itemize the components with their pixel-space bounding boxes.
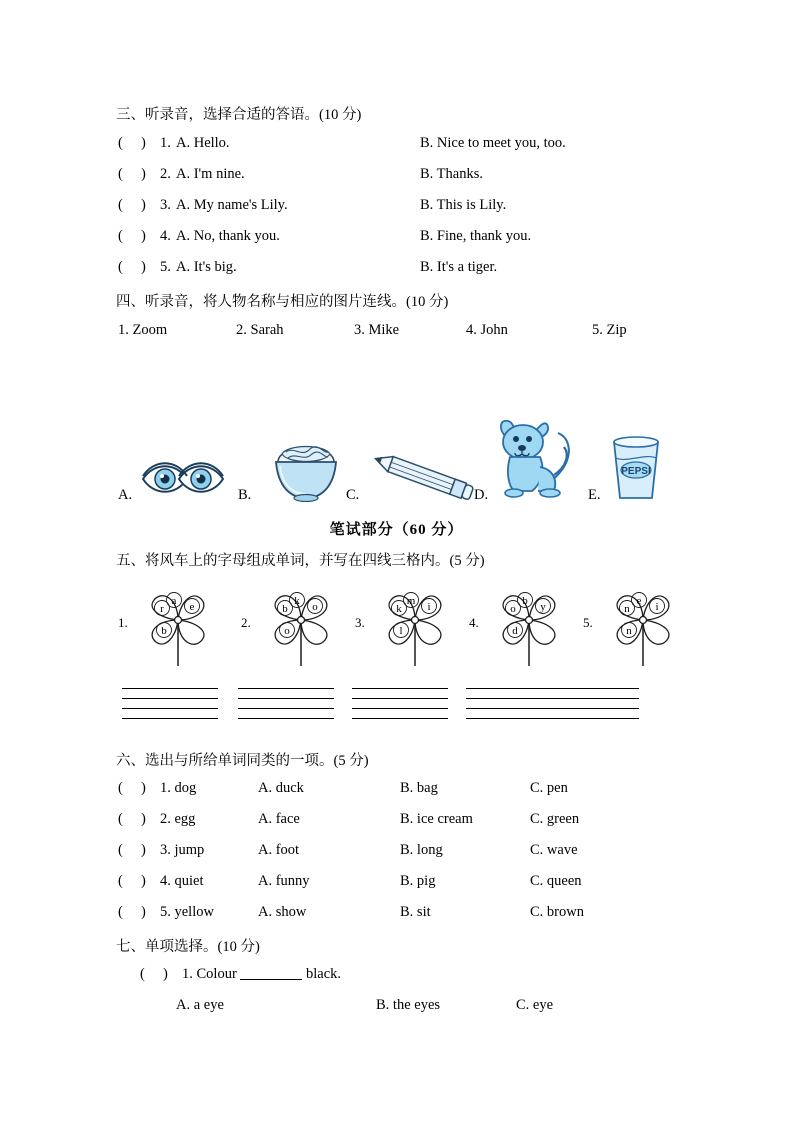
picture-label-e[interactable]: E. bbox=[588, 487, 601, 503]
eyes-icon bbox=[140, 455, 226, 503]
option-6-2-b[interactable]: B. ice cream bbox=[400, 811, 473, 827]
name-item-john[interactable]: 4. John bbox=[466, 322, 508, 338]
question-stem-before: Colour bbox=[196, 966, 241, 982]
answer-bracket[interactable]: ( ) bbox=[118, 842, 146, 858]
option-3-4-a[interactable]: A. No, thank you. bbox=[176, 228, 280, 244]
option-6-3-c[interactable]: C. wave bbox=[530, 842, 578, 858]
option-6-1-b[interactable]: B. bag bbox=[400, 780, 438, 796]
svg-text:n: n bbox=[624, 603, 630, 615]
option-3-3-a[interactable]: A. My name's Lily. bbox=[176, 197, 288, 213]
question-number: 4. bbox=[160, 228, 171, 244]
answer-bracket[interactable]: ( ) bbox=[118, 135, 146, 151]
question-6-5 bbox=[118, 904, 214, 921]
answer-bracket[interactable]: ( ) bbox=[118, 780, 146, 796]
picture-label-a[interactable]: A. bbox=[118, 487, 133, 503]
picture-label-c[interactable]: C. bbox=[346, 487, 360, 503]
option-3-5-a[interactable]: A. It's big. bbox=[176, 259, 237, 275]
svg-text:l: l bbox=[399, 625, 403, 637]
option-6-4-c[interactable]: C. queen bbox=[530, 873, 582, 889]
answer-bracket[interactable]: ( ) bbox=[118, 197, 146, 213]
cup-icon bbox=[606, 436, 666, 502]
wheel-number-2: 2. bbox=[241, 615, 251, 630]
option-6-4-b[interactable]: B. pig bbox=[400, 873, 436, 889]
svg-text:k: k bbox=[294, 595, 300, 607]
question-number: 1. bbox=[182, 966, 193, 982]
option-6-3-b[interactable]: B. long bbox=[400, 842, 443, 858]
option-3-1-a[interactable]: A. Hello. bbox=[176, 135, 230, 151]
noodles-bowl-icon bbox=[266, 440, 346, 502]
question-number: 1. bbox=[160, 135, 171, 151]
option-7-1-a[interactable]: A. a eye bbox=[176, 997, 224, 1013]
svg-text:i: i bbox=[427, 601, 431, 613]
name-item-zip[interactable]: 5. Zip bbox=[592, 322, 627, 338]
svg-text:b: b bbox=[161, 625, 167, 637]
question-number: 3. bbox=[160, 842, 171, 858]
picture-label-b[interactable]: B. bbox=[238, 487, 252, 503]
svg-text:e: e bbox=[189, 601, 195, 613]
option-7-1-b[interactable]: B. the eyes bbox=[376, 997, 441, 1013]
option-6-5-a[interactable]: A. show bbox=[258, 904, 307, 920]
svg-text:o: o bbox=[284, 625, 290, 637]
pinwheel-4 bbox=[485, 578, 573, 668]
question-6-1 bbox=[118, 780, 196, 797]
svg-text:i: i bbox=[655, 601, 659, 613]
question-3-2 bbox=[118, 166, 171, 183]
name-item-sarah[interactable]: 2. Sarah bbox=[236, 322, 284, 338]
option-6-1-c[interactable]: C. pen bbox=[530, 780, 568, 796]
section-4-heading: 四、听录音，将人物名称与相应的图片连线。(10 分) bbox=[116, 294, 449, 310]
option-6-5-c[interactable]: C. brown bbox=[530, 904, 584, 920]
section-3-heading: 三、听录音，选择合适的答语。(10 分) bbox=[116, 107, 362, 123]
wheel-number-4: 4. bbox=[469, 615, 479, 630]
answer-blank[interactable] bbox=[240, 966, 302, 980]
question-3-3 bbox=[118, 197, 171, 214]
option-3-4-b[interactable]: B. Fine, thank you. bbox=[420, 228, 532, 244]
pinwheel-1 bbox=[134, 578, 222, 668]
option-6-4-a[interactable]: A. funny bbox=[258, 873, 310, 889]
answer-bracket[interactable]: ( ) bbox=[140, 966, 168, 982]
question-word: quiet bbox=[174, 873, 204, 889]
answer-bracket[interactable]: ( ) bbox=[118, 811, 146, 827]
option-6-2-a[interactable]: A. face bbox=[258, 811, 300, 827]
writing-grid-1[interactable] bbox=[122, 688, 218, 720]
svg-text:e: e bbox=[636, 595, 642, 607]
question-word: dog bbox=[174, 780, 197, 796]
question-number: 2. bbox=[160, 811, 171, 827]
question-number: 3. bbox=[160, 197, 171, 213]
question-7-1 bbox=[140, 966, 341, 983]
svg-text:k: k bbox=[396, 603, 402, 615]
question-3-4 bbox=[118, 228, 171, 245]
question-6-4 bbox=[118, 873, 204, 890]
svg-text:y: y bbox=[540, 601, 546, 613]
question-word: egg bbox=[174, 811, 196, 827]
question-6-2 bbox=[118, 811, 195, 828]
option-6-2-c[interactable]: C. green bbox=[530, 811, 580, 827]
writing-grid-5[interactable] bbox=[543, 688, 639, 720]
wheel-number-5: 5. bbox=[583, 615, 593, 630]
svg-text:r: r bbox=[160, 603, 164, 615]
answer-bracket[interactable]: ( ) bbox=[118, 166, 146, 182]
option-3-5-b[interactable]: B. It's a tiger. bbox=[420, 259, 498, 275]
svg-text:b: b bbox=[522, 595, 528, 607]
question-number: 1. bbox=[160, 780, 171, 796]
section-6-heading: 六、选出与所给单词同类的一项。(5 分) bbox=[116, 753, 369, 769]
option-3-2-b[interactable]: B. Thanks. bbox=[420, 166, 483, 182]
pinwheel-3 bbox=[371, 578, 459, 668]
written-part-title: 笔试部分（60 分） bbox=[329, 522, 464, 538]
question-stem-after: black. bbox=[302, 966, 342, 982]
option-3-2-a[interactable]: A. I'm nine. bbox=[176, 166, 245, 182]
question-number: 2. bbox=[160, 166, 171, 182]
question-6-3 bbox=[118, 842, 204, 859]
pencil-icon bbox=[370, 450, 476, 504]
question-number: 5. bbox=[160, 259, 171, 275]
svg-text:PEPSI: PEPSI bbox=[621, 466, 651, 477]
section-7-heading: 七、单项选择。(10 分) bbox=[116, 939, 260, 955]
question-word: jump bbox=[174, 842, 205, 858]
option-3-1-b[interactable]: B. Nice to meet you, too. bbox=[420, 135, 566, 151]
option-6-3-a[interactable]: A. foot bbox=[258, 842, 300, 858]
name-item-zoom[interactable]: 1. Zoom bbox=[118, 322, 168, 338]
option-6-5-b[interactable]: B. sit bbox=[400, 904, 431, 920]
svg-text:b: b bbox=[282, 603, 288, 615]
svg-text:m: m bbox=[406, 595, 416, 607]
question-number: 5. bbox=[160, 904, 171, 920]
question-3-1 bbox=[118, 135, 171, 152]
pinwheel-5 bbox=[599, 578, 687, 668]
writing-grid-3[interactable] bbox=[352, 688, 448, 720]
option-3-3-b[interactable]: B. This is Lily. bbox=[420, 197, 507, 213]
question-word: yellow bbox=[174, 904, 214, 920]
svg-text:a: a bbox=[171, 595, 177, 607]
svg-text:n: n bbox=[626, 625, 632, 637]
svg-text:d: d bbox=[512, 625, 518, 637]
svg-text:o: o bbox=[312, 601, 318, 613]
writing-grid-2[interactable] bbox=[238, 688, 334, 720]
answer-bracket[interactable]: ( ) bbox=[118, 228, 146, 244]
picture-label-d[interactable]: D. bbox=[474, 487, 489, 503]
wheel-number-1: 1. bbox=[118, 615, 128, 630]
svg-text:o: o bbox=[510, 603, 516, 615]
question-number: 4. bbox=[160, 873, 171, 889]
wheel-number-3: 3. bbox=[355, 615, 365, 630]
section-5-heading: 五、将风车上的字母组成单词，并写在四线三格内。(5 分) bbox=[116, 553, 485, 569]
answer-bracket[interactable]: ( ) bbox=[118, 904, 146, 920]
dog-icon bbox=[488, 415, 588, 500]
option-7-1-c[interactable]: C. eye bbox=[516, 997, 554, 1013]
question-3-5 bbox=[118, 259, 171, 276]
pinwheel-2 bbox=[257, 578, 345, 668]
answer-bracket[interactable]: ( ) bbox=[118, 259, 146, 275]
answer-bracket[interactable]: ( ) bbox=[118, 873, 146, 889]
name-item-mike[interactable]: 3. Mike bbox=[354, 322, 400, 338]
option-6-1-a[interactable]: A. duck bbox=[258, 780, 304, 796]
